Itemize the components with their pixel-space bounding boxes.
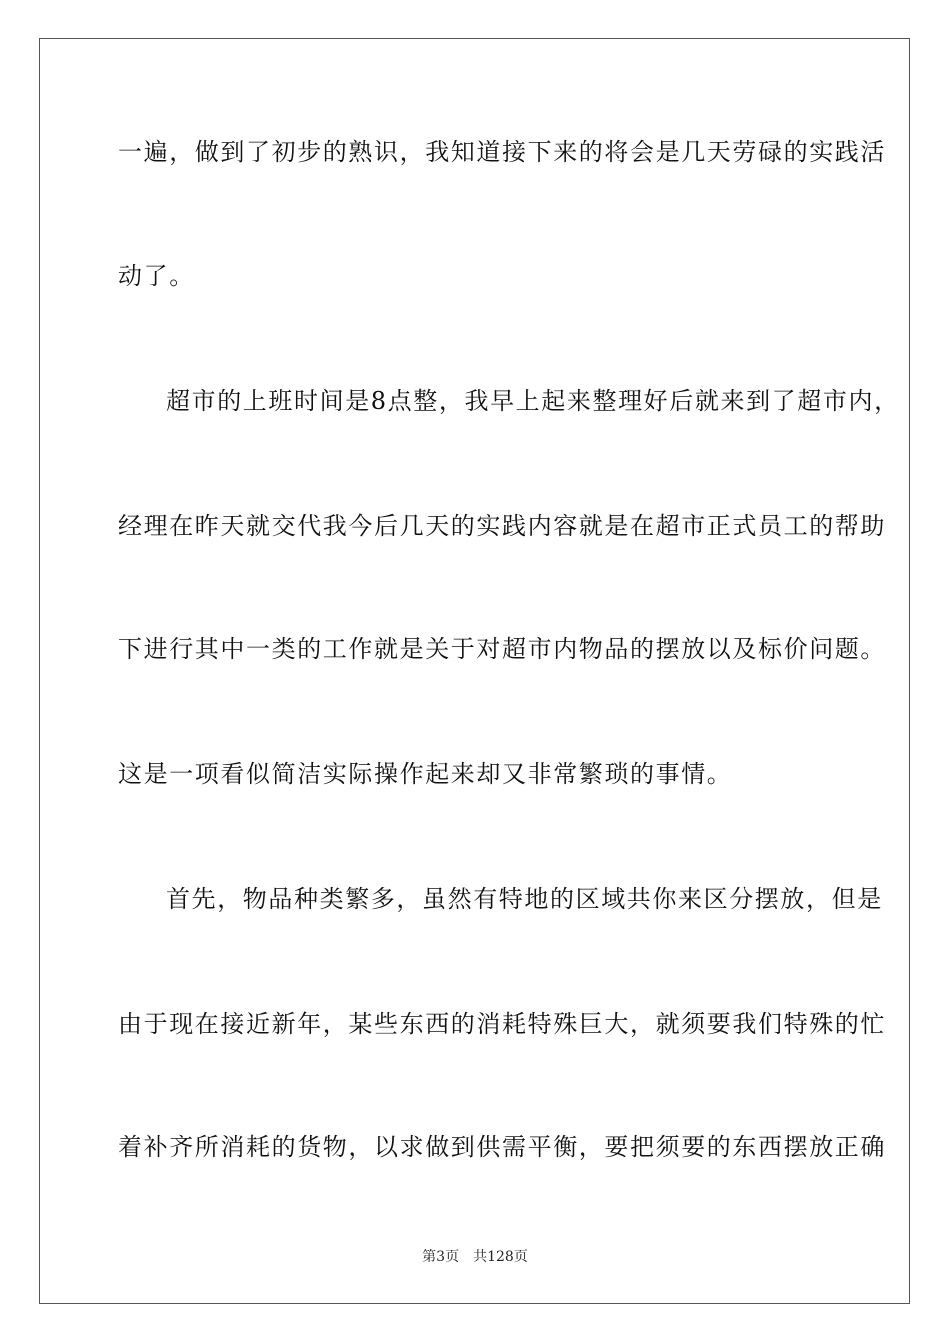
page-number: 第3页	[422, 1249, 460, 1265]
text-line-4: 经理在昨天就交代我今后几天的实践内容就是在超市正式员工的帮助	[118, 512, 886, 540]
page-footer	[0, 1248, 950, 1266]
text-line-3: 超市的上班时间是8点整，我早上起来整理好后就来到了超市内，	[166, 387, 900, 415]
page-border	[39, 38, 910, 1304]
text-line-2: 动了。	[118, 262, 195, 290]
text-line-5: 下进行其中一类的工作就是关于对超市内物品的摆放以及标价问题。	[118, 635, 886, 663]
text-line-7: 首先，物品种类繁多，虽然有特地的区域共你来区分摆放，但是	[166, 885, 883, 913]
text-line-6: 这是一项看似简洁实际操作起来却又非常繁琐的事情。	[118, 760, 733, 788]
text-line-1: 一遍，做到了初步的熟识，我知道接下来的将会是几天劳碌的实践活	[118, 138, 886, 166]
text-line-8: 由于现在接近新年，某些东西的消耗特殊巨大，就须要我们特殊的忙	[118, 1010, 886, 1038]
text-line-9: 着补齐所消耗的货物，以求做到供需平衡，要把须要的东西摆放正确	[118, 1133, 886, 1161]
total-pages: 共128页	[473, 1249, 528, 1265]
